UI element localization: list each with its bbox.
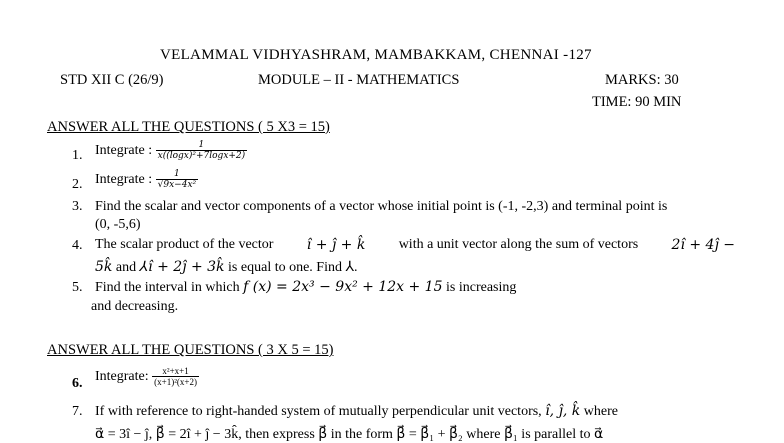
q5-function: f (x) = 2x³ − 9x² + 12x + 15 bbox=[243, 279, 443, 295]
section-heading-1: ANSWER ALL THE QUESTIONS ( 5 X3 = 15) bbox=[47, 119, 330, 135]
marks-label: MARKS: 30 bbox=[605, 72, 679, 88]
question-6 bbox=[95, 367, 199, 387]
question-3-line-2: (0, -5,6) bbox=[95, 217, 141, 232]
question-number-4: 4. bbox=[72, 238, 83, 253]
q4-vector-d: ⅄î + 2ĵ + 3k̂ bbox=[139, 259, 225, 275]
q4-vector-b: 2î + 4ĵ − bbox=[671, 237, 735, 253]
fraction-numerator: 1 bbox=[174, 169, 180, 179]
question-7-line-1 bbox=[95, 403, 618, 420]
fraction-numerator: 1 bbox=[198, 140, 205, 150]
fraction bbox=[152, 367, 199, 387]
q4-text-c: and bbox=[115, 260, 137, 275]
section-heading-2: ANSWER ALL THE QUESTIONS ( 3 X 5 = 15) bbox=[47, 342, 334, 358]
q5-text-a: Find the interval in which bbox=[95, 280, 240, 295]
question-number-3: 3. bbox=[72, 199, 83, 214]
q7-text-a: If with reference to right-handed system of mutually perpendicular unit vectors, bbox=[95, 404, 542, 419]
q4-text-b: with a unit vector along the sum of vectors bbox=[398, 237, 639, 252]
fraction-denominator: x((logx)²+7logx+2) bbox=[157, 151, 246, 161]
question-number-7: 7. bbox=[72, 404, 83, 419]
question-1-lead: Integrate : bbox=[95, 143, 153, 159]
q4-text-a: The scalar product of the vector bbox=[95, 237, 274, 252]
question-5-line-2: and decreasing. bbox=[91, 299, 179, 314]
question-4-line-1 bbox=[95, 237, 735, 253]
question-number-5: 5. bbox=[72, 280, 83, 295]
question-number-2: 2. bbox=[72, 177, 83, 192]
school-title: VELAMMAL VIDHYASHRAM, MAMBAKKAM, CHENNAI -127 bbox=[160, 47, 592, 63]
question-2-lead: Integrate : bbox=[95, 172, 153, 188]
question-1 bbox=[95, 141, 247, 161]
module-title: MODULE – II - MATHEMATICS bbox=[258, 72, 460, 88]
fraction-denominator: √9x−4x² bbox=[157, 180, 197, 190]
question-number-6: 6. bbox=[72, 376, 83, 391]
time-label: TIME: 90 MIN bbox=[592, 94, 682, 110]
question-4-line-2 bbox=[95, 259, 358, 276]
q7-unit-vectors: î, ĵ, k̂ bbox=[545, 403, 581, 419]
fraction bbox=[156, 141, 248, 161]
q7-text-b: where bbox=[583, 404, 618, 419]
question-5-line-1 bbox=[95, 279, 516, 296]
fraction-numerator: x²+x+1 bbox=[162, 366, 189, 376]
question-7-line-2: α⃗ = 3î − ĵ, β⃗ = 2î + ĵ − 3k̂, then express β⃗ in the form β⃗ = β⃗₁ + β⃗₂ where β⃗₁ is parallel to α⃗ bbox=[95, 427, 604, 442]
q5-text-b: is increasing bbox=[446, 280, 517, 295]
q4-vector-c: 5k̂ bbox=[95, 259, 113, 275]
question-2 bbox=[95, 170, 198, 190]
q4-text-d: is equal to one. Find ⅄. bbox=[228, 260, 358, 275]
question-number-1: 1. bbox=[72, 148, 83, 163]
q4-vector-a: î + ĵ + k̂ bbox=[306, 237, 366, 253]
fraction-denominator: (x+1)²(x+2) bbox=[154, 377, 197, 387]
fraction bbox=[156, 170, 199, 190]
question-3-line-1: Find the scalar and vector components of a vector whose initial point is (-1, -2,3) and terminal point is bbox=[95, 199, 668, 214]
question-6-lead: Integrate: bbox=[95, 369, 149, 385]
class-info: STD XII C (26/9) bbox=[60, 72, 164, 88]
